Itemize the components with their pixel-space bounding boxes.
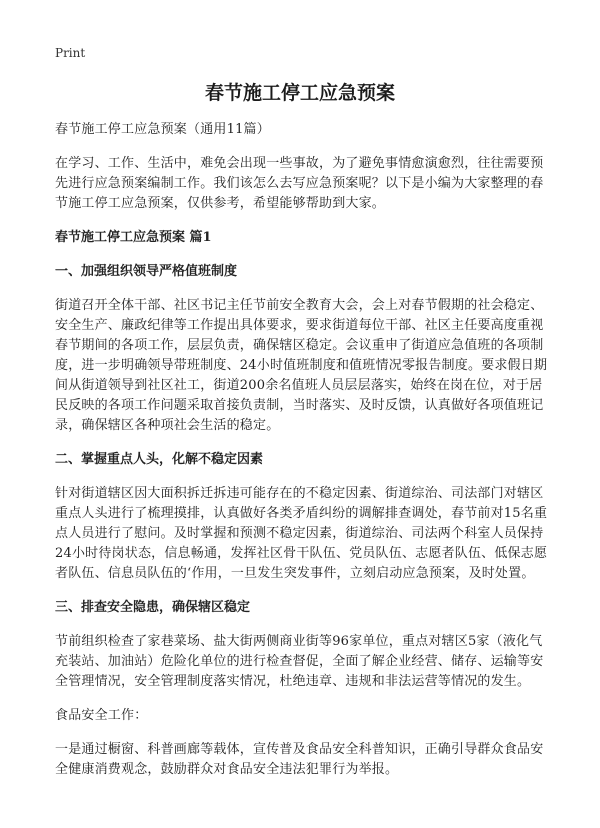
paragraph-3: 节前组织检查了家巷菜场、盐大街两侧商业街等96家单位，重点对辖区5家（液化气充装站、加油站）危险化单位的进行检查督促，全面了解企业经营、储存、运输等安全管理情况，安全管理制度落实情况，杜绝违章、违规和非法运营等情况的发生。	[55, 634, 544, 689]
paragraph-4: 食品安全工作：	[55, 708, 148, 723]
document-subtitle: 春节施工停工应急预案（通用11篇）	[55, 122, 270, 137]
heading-2: 二、掌握重点人头，化解不稳定因素	[55, 452, 264, 467]
heading-1: 一、加强组织领导严格值班制度	[55, 264, 238, 279]
heading-3: 三、排查安全隐患，确保辖区稳定	[55, 600, 251, 615]
paragraph-1: 街道召开全体干部、社区书记主任节前安全教育大会，会上对春节假期的社会稳定、安全生产、廉政纪律等工作提出具体要求，要求街道每位干部、社区主任要高度重视春节期间的各项工作，层层负责，确保辖区稳定。会议重申了街道应急值班的各项制度，进一步明确领导带班制度、24小时值班制度和值班情况零报告制度。要求假日期间从街道领导到社区社工，街道200余名值班人员层层落实，始终在岗在位，对于居民反映的各项工作问题采取首接负责制，当时落实、及时反馈，认真做好各项值班记录，确保辖区各种项社会生活的稳定。	[55, 298, 548, 433]
document-body	[55, 120, 555, 794]
page-title: 春节施工停工应急预案	[204, 82, 395, 104]
intro-paragraph: 在学习、工作、生活中，难免会出现一些事故，为了避免事情愈演愈烈，往往需要预先进行应急预案编制工作。我们该怎么去写应急预案呢？以下是小编为大家整理的春节施工停工应急预案，仅供参考，希望能够帮助到大家。	[55, 156, 544, 211]
section-title: 春节施工停工应急预案 篇1	[55, 230, 212, 245]
paragraph-2: 针对街道辖区因大面积拆迁拆违可能存在的不稳定因素、街道综治、司法部门对辖区重点人头进行了梳理摸排，认真做好各类矛盾纠纷的调解排查调处，春节前对15名重点人员进行了慰问。及时掌握和预测不稳定因素，街道综治、司法两个科室人员保持24小时待岗状态，信息畅通，发挥社区骨干队伍、党员队伍、志愿者队伍、低保志愿者队伍、信息员队伍的‘作用，一旦发生突发事件，立刻启动应急预案，及时处置。	[55, 486, 548, 581]
print-link[interactable]: Print	[55, 46, 86, 60]
paragraph-5: 一是通过橱窗、科普画廊等载体，宣传普及食品安全科普知识，正确引导群众食品安全健康消费观念，鼓励群众对食品安全违法犯罪行为举报。	[55, 742, 544, 777]
